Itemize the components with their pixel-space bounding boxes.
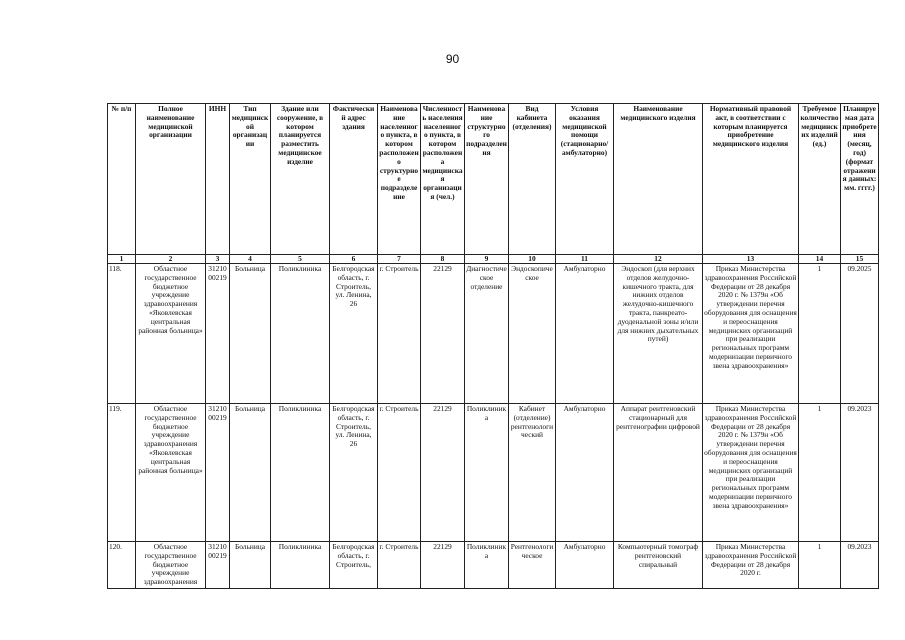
- column-number: 14: [799, 255, 841, 264]
- legal-act: Приказ Министерства здравоохранения Российской Федерации от 28 декабря 2020 г. № 1379н «Об утверждении перечня оборудования для оснащения и переоснащения медицинских организаций при реализации региональных программ модернизации первичного звена здравоохранения»: [703, 404, 799, 542]
- address: Белгородская область, г. Строитель,: [330, 542, 378, 589]
- unit: Поликлиника: [465, 542, 509, 589]
- population: 22129: [421, 542, 465, 589]
- header-cell: № п/п: [108, 104, 136, 255]
- org-type: Больница: [230, 404, 271, 542]
- column-number: 8: [421, 255, 465, 264]
- purchase-date: 09.2025: [841, 264, 879, 404]
- purchase-date: 09.2023: [841, 542, 879, 589]
- population: 22129: [421, 264, 465, 404]
- cabinet: Рентгенологическое: [509, 542, 556, 589]
- quantity: 1: [799, 542, 841, 589]
- purchase-date: 09.2023: [841, 404, 879, 542]
- column-number: 10: [509, 255, 556, 264]
- header-cell: Нормативный правовой акт, в соответствии с которым планируется приобретение медицинского изделия: [703, 104, 799, 255]
- unit: Диагностическое отделение: [465, 264, 509, 404]
- header-cell: Наименование структурного подразделения: [465, 104, 509, 255]
- column-number: 1: [108, 255, 136, 264]
- column-number: 5: [271, 255, 330, 264]
- header-cell: Условия оказания медицинской помощи (стационарно/амбулаторно): [556, 104, 614, 255]
- org-name: Областное государственное бюджетное учреждение здравоохранения «Яковлевская центральная районная больница»: [136, 404, 206, 542]
- header-cell: Здание или сооружение, в котором планируется разместить медицинское изделие: [271, 104, 330, 255]
- building: Поликлиника: [271, 404, 330, 542]
- building: Поликлиника: [271, 542, 330, 589]
- table-row: [108, 542, 879, 589]
- header-cell: Вид кабинета (отделения): [509, 104, 556, 255]
- header-cell: Требуемое количество медицинских изделий (ед.): [799, 104, 841, 255]
- equipment-table: [107, 103, 879, 589]
- device: Аппарат рентгеновский стационарный для рентгенографии цифровой: [614, 404, 703, 542]
- header-cell: Полное наименование медицинской организации: [136, 104, 206, 255]
- page-number: 90: [445, 52, 460, 66]
- column-number: 2: [136, 255, 206, 264]
- header-cell: Тип медицинской организации: [230, 104, 271, 255]
- column-number: 13: [703, 255, 799, 264]
- legal-act: Приказ Министерства здравоохранения Российской Федерации от 28 декабря 2020 г. № 1379н «Об утверждении перечня оборудования для оснащения и переоснащения медицинских организаций при реализации региональных программ модернизации первичного звена здравоохранения»: [703, 264, 799, 404]
- cabinet: Кабинет (отделение) рентгенологический: [509, 404, 556, 542]
- org-name: Областное государственное бюджетное учреждение здравоохранения «Яковлевская центральная районная больница»: [136, 264, 206, 404]
- conditions: Амбулаторно: [556, 542, 614, 589]
- equipment-table-wrap: [107, 103, 877, 640]
- device: Эндоскоп (для верхних отделов желудочно-кишечного тракта, для нижних отделов желудочно-кишечного тракта, панкреато-дуоденальной зоны и/или для нижних дыхательных путей): [614, 264, 703, 404]
- conditions: Амбулаторно: [556, 264, 614, 404]
- header-cell: Фактический адрес здания: [330, 104, 378, 255]
- cabinet: Эндоскопическое: [509, 264, 556, 404]
- settlement: г. Строитель: [378, 542, 421, 589]
- header-cell: Численность населения населенного пункта, в котором расположена медицинская организация (чел.): [421, 104, 465, 255]
- settlement: г. Строитель: [378, 264, 421, 404]
- column-number: 4: [230, 255, 271, 264]
- column-number: 7: [378, 255, 421, 264]
- legal-act: Приказ Министерства здравоохранения Российской Федерации от 28 декабря 2020 г.: [703, 542, 799, 589]
- inn: 3121000219: [206, 404, 230, 542]
- header-cell: Наименование населенного пункта, в котором расположено структурное подразделение: [378, 104, 421, 255]
- org-type: Больница: [230, 264, 271, 404]
- header-cell: Планируемая дата приобретения (месяц, год) (формат отражения данных: мм. гггг.): [841, 104, 879, 255]
- device: Компьютерный томограф рентгеновский спиральный: [614, 542, 703, 589]
- column-number: 3: [206, 255, 230, 264]
- address: Белгородская область, г. Строитель, ул. Ленина, 26: [330, 264, 378, 404]
- quantity: 1: [799, 404, 841, 542]
- building: Поликлиника: [271, 264, 330, 404]
- inn: 3121000219: [206, 264, 230, 404]
- address: Белгородская область, г. Строитель, ул. Ленина, 26: [330, 404, 378, 542]
- population: 22129: [421, 404, 465, 542]
- column-number: 6: [330, 255, 378, 264]
- table-row: [108, 404, 879, 542]
- header-cell: Наименование медицинского изделия: [614, 104, 703, 255]
- column-number: 12: [614, 255, 703, 264]
- org-name: Областное государственное бюджетное учреждение здравоохранения: [136, 542, 206, 589]
- header-cell: ИНН: [206, 104, 230, 255]
- inn: 3121000219: [206, 542, 230, 589]
- org-type: Больница: [230, 542, 271, 589]
- row-number: 120.: [108, 542, 136, 589]
- unit: Поликлиника: [465, 404, 509, 542]
- row-number: 118.: [108, 264, 136, 404]
- column-number: 11: [556, 255, 614, 264]
- column-number: 9: [465, 255, 509, 264]
- column-number-row: [108, 255, 879, 264]
- row-number: 119.: [108, 404, 136, 542]
- conditions: Амбулаторно: [556, 404, 614, 542]
- settlement: г. Строитель: [378, 404, 421, 542]
- quantity: 1: [799, 264, 841, 404]
- column-number: 15: [841, 255, 879, 264]
- table-row: [108, 264, 879, 404]
- header-row: [108, 104, 879, 255]
